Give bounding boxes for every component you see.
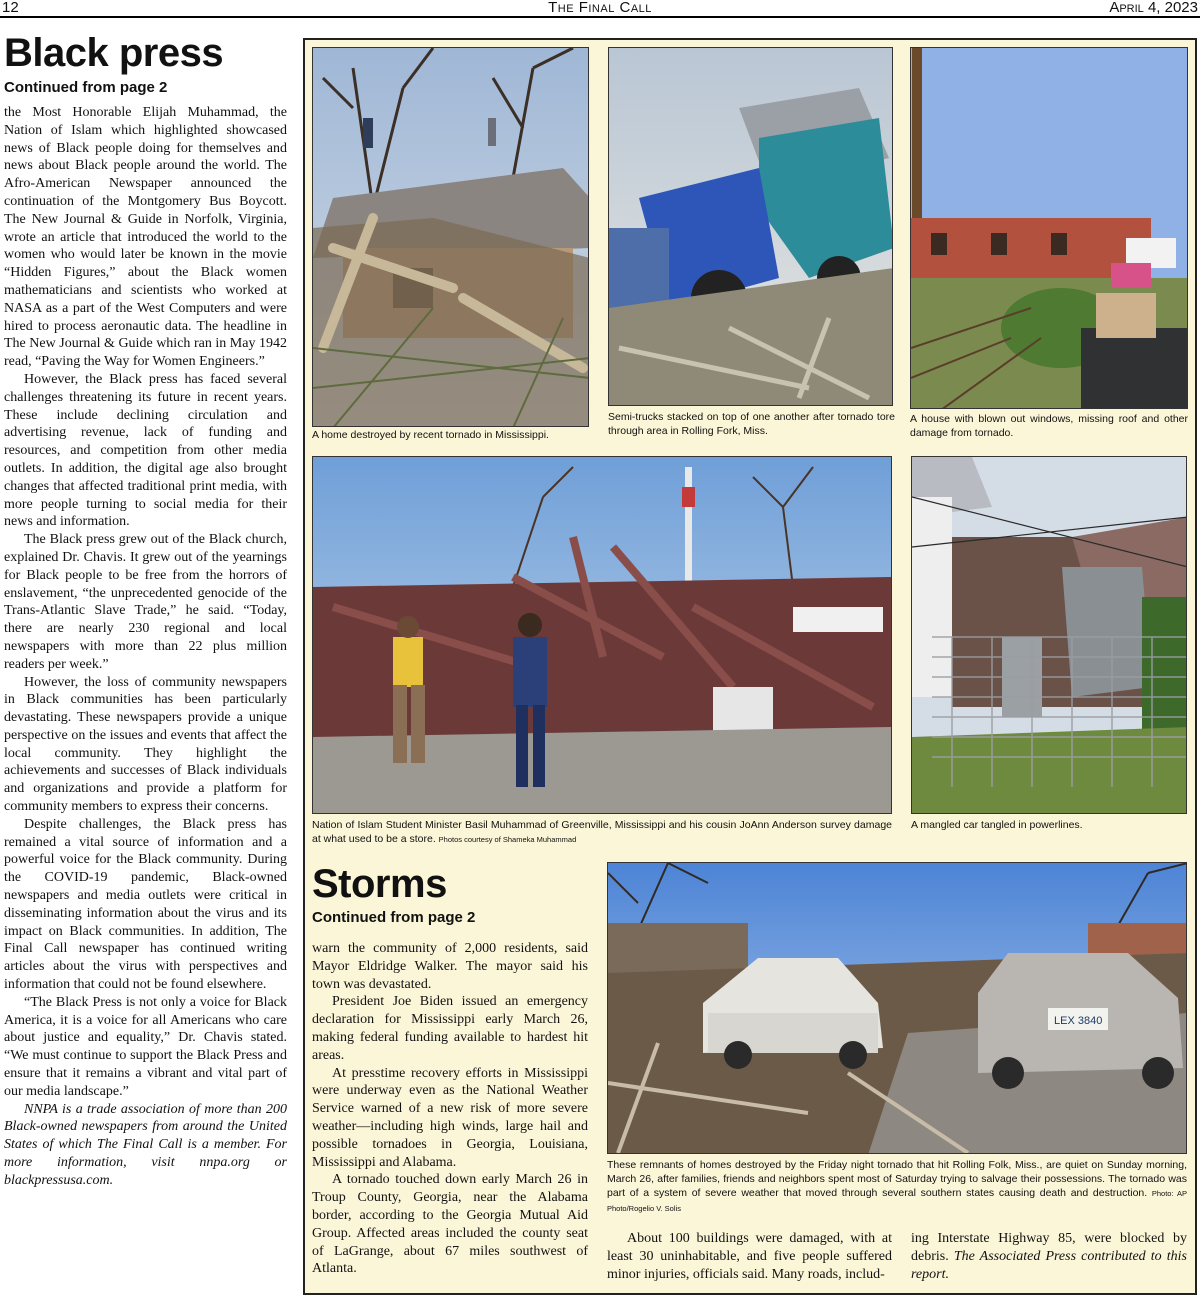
- running-head: [0, 0, 1200, 18]
- black-press-paragraph: However, the loss of community newspapers in Black communities has been particularly devastating. These newspapers provide a unique perspective on the issues and events that affect the local community. They highlight the achievements and successes of Black individuals and organizations and provide a platform for community members to express their concerns.: [4, 674, 287, 815]
- storms-paragraph: About 100 buildings were damaged, with at least 30 uninhabitable, and five people suffered minor injuries, officials said. Many roads, includ-: [607, 1231, 892, 1282]
- photo-store-damage-survey: [312, 456, 892, 814]
- storms-article-header: [312, 862, 597, 934]
- black-press-paragraph: The Black press grew out of the Black church, explained Dr. Chavis. It grew out of the yearnings for Black people to be free from the horrors of enslavement, “the unprecedented genocide of the Trans-Atlantic Slave Trade,” he said. “Today, there are nearly 230 regional and local newspapers with more than 22 plus million readers per week.”: [4, 532, 287, 672]
- photo-damaged-brick-house: [910, 47, 1188, 409]
- storms-column-2: [607, 1230, 892, 1283]
- black-press-paragraph: However, the Black press has faced several challenges threatening its future in recent years. These include declining circulation and advertising revenue, lack of funding and resources, and competition from other media outlets. In addition, the digital age also brought changes that affected traditional print media, with more people turning to social media for their news and information.: [4, 371, 287, 530]
- storms-paragraph: A tornado touched down early March 26 in Troup County, Georgia, near the Alabama border, according to the Georgia Mutual Aid Group. Affected areas included the county seat of LaGrange, about 67 miles southwest of Atlanta.: [312, 1172, 588, 1277]
- storms-column-3: [911, 1230, 1187, 1283]
- storms-closing-text: ing Interstate Highway 85, were blocked by debris.: [911, 1231, 1187, 1264]
- photo-store-damage-caption: [312, 818, 892, 847]
- black-press-paragraph: “The Black Press is not only a voice for Black America, it is a voice for all Americans who care about justice and equality,” Dr. Chavis stated. “We must continue to support the Black Press and ensure that it remains a vibrant and vital part of our media landscape.”: [4, 994, 287, 1099]
- page-number: 12: [2, 0, 19, 16]
- black-press-article: [4, 30, 287, 1190]
- photo-store-damage-caption-text: Nation of Islam Student Minister Basil Muhammad of Greenville, Mississippi and his cousin JoAnn Anderson survey damage at what used to be a store.: [312, 819, 892, 845]
- publication-name: The Final Call: [548, 0, 652, 16]
- storms-paragraph: President Joe Biden issued an emergency declaration for Mississippi early March 26, making federal funding available to hardest hit areas.: [312, 994, 588, 1063]
- license-plate: LEX 3840: [1054, 1015, 1103, 1027]
- photo-rolling-fork-caption: [607, 1158, 1187, 1216]
- photo-rolling-fork-remnants: [607, 862, 1187, 1154]
- black-press-paragraph: Despite challenges, the Black press has remained a vital source of information and a powerful voice for the Black community. During the COVID-19 pandemic, Black-owned newspapers and media outlets were critical in disseminating information about the virus and its impact on Black communities. In addition, The Final Call newspaper has continued writing articles about the virus with perspectives and information that could not be found elsewhere.: [4, 816, 287, 993]
- photo-semi-trucks-caption: Semi-trucks stacked on top of one another after tornado tore through area in Rolling Fork, Miss.: [608, 411, 895, 437]
- photo-credit-ap: Photo: AP Photo/Rogelio V. Solis: [607, 1189, 1188, 1213]
- photo-destroyed-home: [312, 47, 589, 427]
- storms-paragraph-end: [911, 1230, 1187, 1283]
- storms-paragraph: warn the community of 2,000 residents, said Mayor Eldridge Walker. The mayor said his town was devastated.: [312, 941, 588, 992]
- storms-column-1: [312, 940, 588, 1278]
- photo-brick-house-caption: A house with blown out windows, missing roof and other damage from tornado.: [910, 413, 1188, 439]
- photo-rolling-fork-caption-text: These remnants of homes destroyed by the Friday night tornado that hit Rolling Folk, Miss., are quiet on Sunday morning, March 26, after families, friends and neighbors spent most of Saturday trying to salvage their possessions. The tornado was part of a system of severe weather that moved through several southern states causing death and destruction.: [607, 1159, 1187, 1199]
- black-press-headline: Black press: [4, 31, 224, 75]
- storms-headline: Storms: [312, 862, 447, 906]
- issue-date: April 4, 2023: [1109, 0, 1198, 16]
- photo-destroyed-home-caption: A home destroyed by recent tornado in Mississippi.: [312, 429, 549, 441]
- storms-paragraph: At presstime recovery efforts in Mississippi were underway even as the National Weather Service warned of a new risk of more severe weather—including high winds, large hail and possible tornadoes in Georgia, Louisiana, Mississippi and Alabama.: [312, 1065, 588, 1170]
- ap-contribution-credit: The Associated Press contributed to this report.: [911, 1248, 1188, 1282]
- photo-mangled-car-caption: A mangled car tangled in powerlines.: [911, 819, 1083, 831]
- black-press-body: [4, 104, 287, 1190]
- photo-mangled-car: [911, 456, 1187, 814]
- photo-stacked-semi-trucks: [608, 47, 893, 406]
- storms-continued: Continued from page 2: [312, 909, 476, 926]
- black-press-continued: Continued from page 2: [4, 79, 168, 96]
- nnpa-note: NNPA is a trade association of more than 200 Black-owned newspapers from around the United States of which The Final Call is a member. For more information, visit nnpa.org or blackpressusa.com.: [4, 1101, 287, 1188]
- photo-credit-shameka: Photos courtesy of Shameka Muhammad: [438, 835, 577, 844]
- black-press-paragraph: the Most Honorable Elijah Muhammad, the Nation of Islam which highlighted showcased news of Black people doing for themselves and news about Black people around the world. The Afro-American Newspaper announced the continuation of the Montgomery Bus Boycott. The New Journal & Guide in Norfolk, Virginia, wrote an article that introduced the world to the women who would later be known in the movie “Hidden Figures,” about the Black women mathematicians and scientists who worked at NASA as a part of the West Computers and were hired to process aeronautic data. The headline in The New Journal & Guide which ran in May 1942 read, “Paving the Way for Women Engineers.”: [4, 105, 287, 370]
